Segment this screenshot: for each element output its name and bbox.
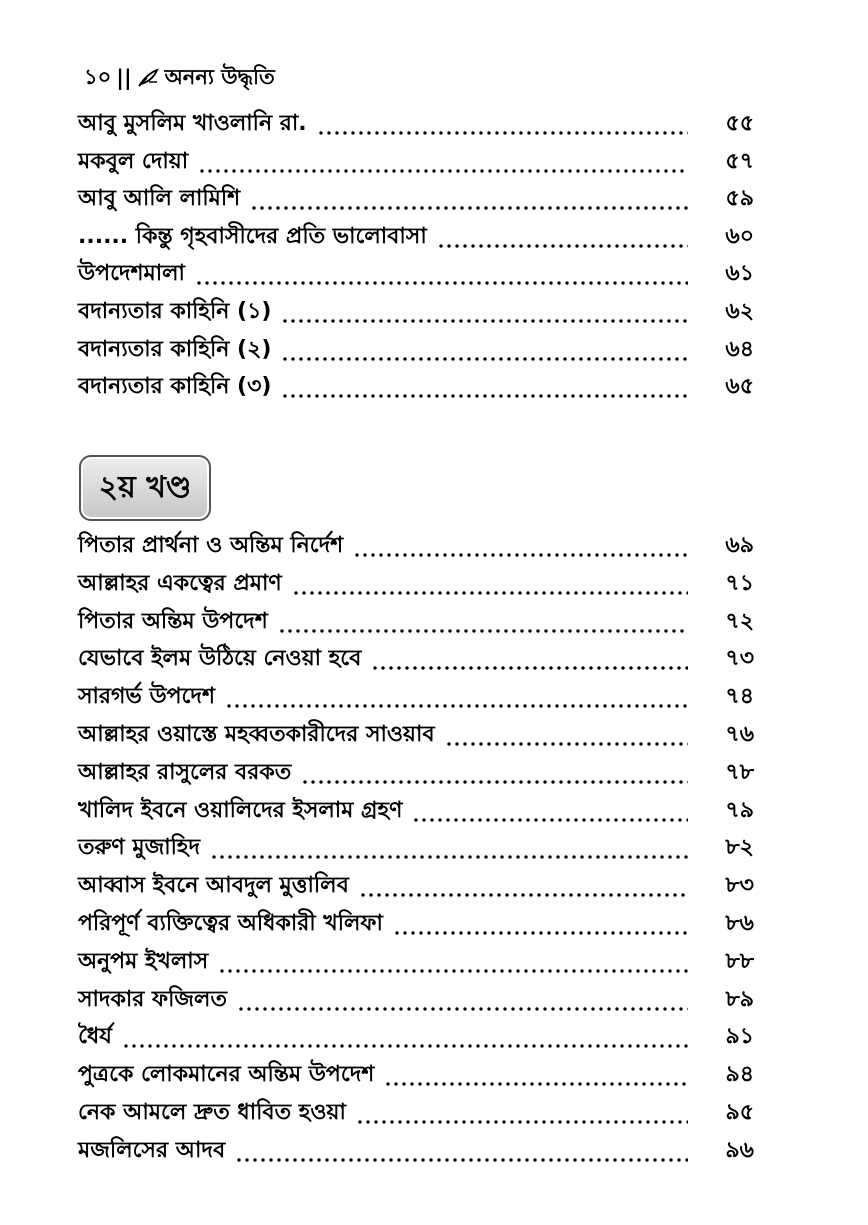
page-header	[84, 62, 275, 94]
toc-entry-page: ৫৯	[725, 186, 754, 212]
toc-entry-page: ৭৬	[725, 722, 754, 747]
dot-leader	[250, 183, 688, 215]
toc-entry-page: ৫৭	[725, 148, 754, 174]
toc-entry	[78, 643, 754, 675]
dot-leader	[225, 681, 688, 713]
toc-entry	[78, 568, 754, 600]
toc-entry	[78, 1135, 754, 1167]
toc-entry-title: পিতার প্রার্থনা ও অন্তিম নির্দেশ	[78, 533, 344, 558]
toc-entry-title: পিতার অন্তিম উপদেশ	[78, 608, 268, 634]
toc-entry-page: ৬০	[725, 223, 754, 249]
toc-entry-page: ৭২	[725, 608, 754, 634]
toc-entry-title: আব্বাস ইবনে আবদুল মুত্তালিব	[78, 873, 349, 899]
toc-entry-title: যেভাবে ইলম উঠিয়ে নেওয়া হবে	[78, 646, 362, 672]
toc-entry-title: আবু আলি লামিশি	[78, 186, 241, 212]
toc-entry	[78, 757, 754, 789]
dot-leader	[122, 1021, 688, 1053]
toc-entry-page: ৬১	[725, 261, 754, 287]
toc-entry	[78, 984, 754, 1016]
dot-leader	[195, 258, 688, 290]
dot-leader	[278, 606, 688, 638]
dot-leader	[281, 296, 688, 328]
toc-entry-title: পরিপূর্ণ ব্যক্তিত্বের অধিকারী খলিফা	[78, 911, 383, 936]
toc-entry-title: আল্লাহর একত্বের প্রমাণ	[78, 570, 282, 596]
toc-entry	[78, 108, 754, 140]
toc-entry-title: ...... কিন্তু গৃহবাসীদের প্রতি ভালোবাসা	[78, 223, 427, 249]
toc-entry-page: ৬২	[725, 299, 754, 324]
toc-entry-page: ৮৩	[725, 873, 754, 899]
toc-entry-title: অনুপম ইখলাস	[78, 948, 209, 974]
toc-entry	[78, 371, 754, 403]
dot-leader	[301, 757, 688, 789]
toc-entry-page: ৮২	[725, 835, 754, 861]
dot-leader	[445, 719, 688, 751]
page-number: ১০	[84, 64, 112, 89]
toc-entry	[78, 719, 754, 751]
toc-entry	[78, 530, 754, 562]
toc-entry	[78, 832, 754, 864]
toc-entry-title: তরুণ মুজাহিদ	[78, 835, 201, 861]
toc-entry	[78, 1097, 754, 1129]
toc-entry-page: ৮৬	[725, 911, 754, 936]
toc-entry-title: বদান্যতার কাহিনি (১)	[78, 299, 272, 324]
toc-entry	[78, 1059, 754, 1091]
toc-entry	[78, 870, 754, 902]
section-heading-part-2: ২য় খণ্ড	[79, 455, 211, 521]
toc-entry-page: ৭৯	[725, 797, 754, 823]
dot-leader	[393, 908, 688, 940]
toc-entry-title: মজলিসের আদব	[78, 1137, 226, 1163]
toc-entry-title: পুত্রকে লোকমানের অন্তিম উপদেশ	[78, 1062, 375, 1088]
toc-entry-title: আবু মুসলিম খাওলানি রা.	[78, 111, 307, 136]
toc-entry-page: ৬৫	[725, 374, 754, 400]
dot-leader	[210, 832, 688, 864]
dot-leader	[359, 870, 688, 902]
dot-leader	[198, 146, 688, 178]
toc-entry	[78, 795, 754, 827]
toc-entry-page: ৯৪	[725, 1062, 754, 1088]
feather-quill-icon	[137, 68, 159, 88]
toc-entry-page: ৯১	[725, 1024, 754, 1050]
toc-entry	[78, 221, 754, 253]
toc-entry-page: ৯৫	[725, 1100, 754, 1125]
toc-entry-page: ৬৯	[725, 533, 754, 558]
toc-entry-page: ৯৬	[725, 1137, 754, 1163]
toc-entry-title: ধৈর্য	[78, 1024, 112, 1050]
toc-entry	[78, 258, 754, 290]
header-separator: ||	[116, 66, 132, 90]
toc-entry-page: ৭৪	[725, 684, 754, 710]
dot-leader	[218, 946, 688, 978]
dot-leader	[237, 984, 688, 1016]
dot-leader	[281, 334, 688, 366]
dot-leader	[317, 108, 688, 140]
dot-leader	[384, 1059, 688, 1091]
toc-entry	[78, 1021, 754, 1053]
toc-entry-title: বদান্যতার কাহিনি (২)	[78, 336, 272, 362]
toc-entry-page: ৮৯	[725, 986, 754, 1012]
dot-leader	[356, 1097, 688, 1129]
dot-leader	[353, 530, 688, 562]
toc-entry-page: ৮৮	[725, 948, 754, 974]
toc-entry-page: ৭১	[725, 570, 754, 596]
dot-leader	[281, 371, 688, 403]
toc-entry	[78, 606, 754, 638]
toc-entry	[78, 146, 754, 178]
toc-entry-page: ৭৮	[725, 759, 754, 785]
toc-entry	[78, 908, 754, 940]
toc-entry-title: সাদকার ফজিলত	[78, 986, 227, 1012]
toc-entry-title: খালিদ ইবনে ওয়ালিদের ইসলাম গ্রহণ	[78, 797, 403, 823]
toc-entry	[78, 296, 754, 328]
toc-entry-page: ৭৩	[725, 646, 754, 672]
dot-leader	[235, 1135, 688, 1167]
toc-entry-title: সারগর্ভ উপদেশ	[78, 684, 215, 710]
toc-entry-title: উপদেশমালা	[78, 261, 185, 287]
toc-entry	[78, 183, 754, 215]
dot-leader	[371, 643, 688, 675]
dot-leader	[437, 221, 688, 253]
toc-entry-title: বদান্যতার কাহিনি (৩)	[78, 374, 272, 400]
toc-entry-title: আল্লাহর রাসুলের বরকত	[78, 759, 292, 785]
toc-entry-title: নেক আমলে দ্রুত ধাবিত হওয়া	[78, 1100, 346, 1125]
toc-entry-title: আল্লাহর ওয়াস্তে মহব্বতকারীদের সাওয়াব	[78, 722, 435, 747]
dot-leader	[412, 795, 688, 827]
toc-entry	[78, 946, 754, 978]
toc-entry-page: ৫৫	[725, 111, 754, 136]
toc-entry	[78, 334, 754, 366]
book-title: অনন্য উদ্ধৃতি	[164, 64, 275, 89]
toc-entry	[78, 681, 754, 713]
toc-entry-title: মকবুল দোয়া	[78, 148, 189, 174]
toc-entry-page: ৬৪	[725, 336, 754, 362]
dot-leader	[292, 568, 688, 600]
